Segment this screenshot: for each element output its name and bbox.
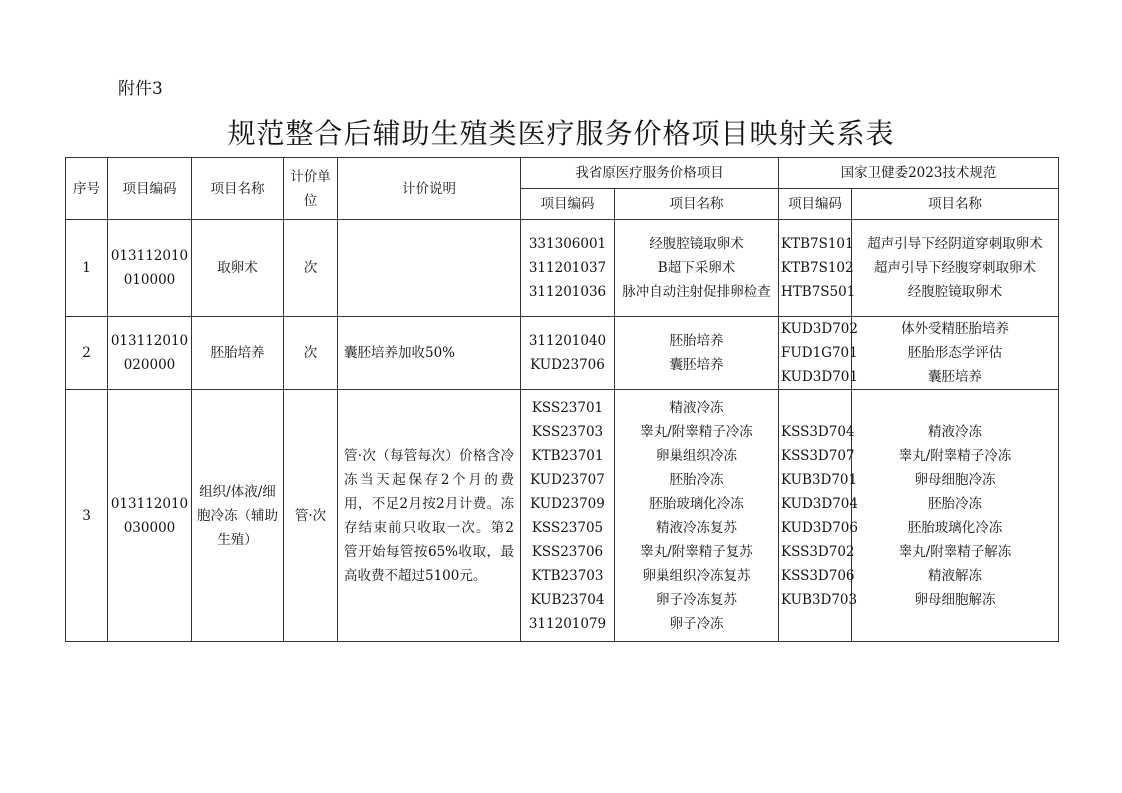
- cell-line: KTB23703: [531, 567, 604, 584]
- cell-line: 卵子冷冻: [669, 615, 724, 632]
- cell-line: KUB3D703: [781, 591, 858, 608]
- cell-line: 精液解冻: [928, 567, 982, 584]
- cell-line: KUD3D704: [781, 495, 858, 512]
- cell-line: KTB23701: [531, 447, 604, 464]
- cell-line: KSS3D704: [781, 423, 855, 440]
- cell-seq: 1: [66, 220, 108, 317]
- cell-line: 卵母细胞冷冻: [914, 471, 996, 488]
- header-seq: 序号: [66, 158, 108, 220]
- table-row: [66, 317, 1059, 390]
- cell-code: 013112010020000: [108, 317, 192, 390]
- cell-line: 睾丸/附睾精子冷冻: [640, 423, 753, 440]
- cell-line: 睾丸/附睾精子复苏: [640, 543, 753, 560]
- cell-unit: 管·次: [284, 390, 338, 642]
- cell-orig-names: [615, 220, 779, 317]
- cell-line: 卵母细胞解冻: [914, 591, 996, 608]
- cell-note: 管·次（每管每次）价格含冷冻当天起保存2个月的费用，不足2月按2月计费。冻存结束前只收取一次。第2管开始每管按65%收取，最高收费不超过5100元。: [338, 390, 521, 642]
- cell-line: KSS23705: [531, 519, 604, 536]
- cell-line: 卵子冷冻复苏: [656, 591, 737, 608]
- cell-name: 取卵术: [192, 220, 284, 317]
- cell-code: 013112010030000: [108, 390, 192, 642]
- subheader-nat-code: 项目编码: [779, 189, 852, 220]
- subheader-orig-name: 项目名称: [615, 189, 779, 220]
- attachment-label: 附件3: [118, 79, 163, 99]
- header-code: 项目编码: [108, 158, 192, 220]
- cell-line: 311201040: [528, 333, 607, 349]
- cell-line: KUD3D702: [781, 321, 858, 337]
- cell-line: 胚胎形态学评估: [907, 345, 1003, 361]
- table-row: [66, 390, 1059, 642]
- cell-line: 经腹腔镜取卵术: [907, 284, 1003, 300]
- cell-line: 脉冲自动注射促排卵检查: [622, 284, 771, 300]
- cell-line: B超下采卵术: [657, 260, 736, 276]
- cell-line: 胚胎玻璃化冷冻: [649, 495, 744, 512]
- cell-line: 胚胎冷冻: [928, 495, 982, 512]
- cell-nat-codes: [779, 317, 858, 390]
- cell-orig-codes: [521, 390, 615, 642]
- cell-line: 卵巢组织冷冻: [656, 447, 737, 464]
- cell-line: 囊胚培养: [669, 357, 724, 373]
- cell-line: 经腹腔镜取卵术: [649, 236, 744, 252]
- cell-line: KUD3D701: [781, 369, 858, 385]
- cell-line: KSS23703: [531, 423, 604, 440]
- cell-line: 311201037: [528, 260, 607, 276]
- cell-line: 311201079: [528, 615, 607, 632]
- cell-orig-names: [615, 390, 779, 642]
- cell-line: KUB3D701: [781, 471, 858, 488]
- cell-line: 精液冷冻复苏: [656, 519, 737, 536]
- cell-code: 013112010010000: [108, 220, 192, 317]
- cell-line: KUD23709: [530, 495, 605, 512]
- cell-line: KUD23707: [530, 471, 605, 488]
- cell-orig-codes: [521, 317, 615, 390]
- header-note: 计价说明: [338, 158, 521, 220]
- cell-line: 睾丸/附睾精子解冻: [898, 543, 1012, 560]
- subheader-nat-name: 项目名称: [852, 189, 1059, 220]
- subheader-orig-code: 项目编码: [521, 189, 615, 220]
- cell-note: 囊胚培养加收50%: [338, 317, 521, 390]
- header-name: 项目名称: [192, 158, 284, 220]
- cell-line: KUD23706: [530, 357, 605, 373]
- table-row: [66, 220, 1059, 317]
- cell-line: KSS23701: [531, 399, 604, 416]
- cell-line: KSS23706: [531, 543, 604, 560]
- cell-line: 胚胎冷冻: [669, 471, 724, 488]
- cell-note: [338, 220, 521, 317]
- cell-nat-names: [852, 317, 1059, 390]
- cell-line: 超声引导下经腹穿刺取卵术: [874, 260, 1036, 276]
- cell-line: 卵巢组织冷冻复苏: [642, 567, 751, 584]
- cell-line: 超声引导下经阴道穿刺取卵术: [867, 236, 1043, 252]
- cell-orig-names: [615, 317, 779, 390]
- cell-line: KUB23704: [530, 591, 605, 608]
- cell-nat-names: [852, 390, 1059, 642]
- cell-line: HTB7S501: [781, 284, 856, 300]
- cell-line: KSS3D707: [781, 447, 855, 464]
- cell-line: FUD1G701: [781, 345, 858, 361]
- header-unit: 计价单位: [284, 158, 338, 220]
- cell-line: 胚胎培养: [669, 333, 724, 349]
- header-group-national: 国家卫健委2023技术规范: [779, 158, 1059, 189]
- cell-line: 囊胚培养: [928, 369, 982, 385]
- cell-line: 311201036: [528, 284, 607, 300]
- cell-line: 体外受精胚胎培养: [901, 321, 1009, 337]
- mapping-table: [65, 157, 1059, 642]
- cell-line: 精液冷冻: [928, 423, 982, 440]
- header-group-original: 我省原医疗服务价格项目: [521, 158, 779, 189]
- cell-nat-codes: [779, 220, 856, 317]
- cell-line: KUD3D706: [781, 519, 858, 536]
- cell-nat-names: [852, 220, 1059, 317]
- document-title: 规范整合后辅助生殖类医疗服务价格项目映射关系表: [227, 117, 895, 150]
- cell-name: 胚胎培养: [192, 317, 284, 390]
- cell-line: KTB7S102: [781, 260, 854, 276]
- cell-line: KSS3D706: [781, 567, 855, 584]
- cell-line: 精液冷冻: [669, 399, 724, 416]
- cell-nat-codes: [779, 390, 858, 642]
- cell-unit: 次: [284, 220, 338, 317]
- cell-line: 331306001: [528, 236, 607, 252]
- cell-seq: 2: [66, 317, 108, 390]
- cell-name: 组织/体液/细胞冷冻（辅助生殖）: [192, 390, 284, 642]
- header-row: [66, 158, 1059, 189]
- cell-unit: 次: [284, 317, 338, 390]
- cell-seq: 3: [66, 390, 108, 642]
- cell-line: KTB7S101: [781, 236, 854, 252]
- cell-orig-codes: [521, 220, 615, 317]
- cell-line: 胚胎玻璃化冷冻: [907, 519, 1003, 536]
- cell-line: KSS3D702: [781, 543, 855, 560]
- cell-line: 睾丸/附睾精子冷冻: [898, 447, 1012, 464]
